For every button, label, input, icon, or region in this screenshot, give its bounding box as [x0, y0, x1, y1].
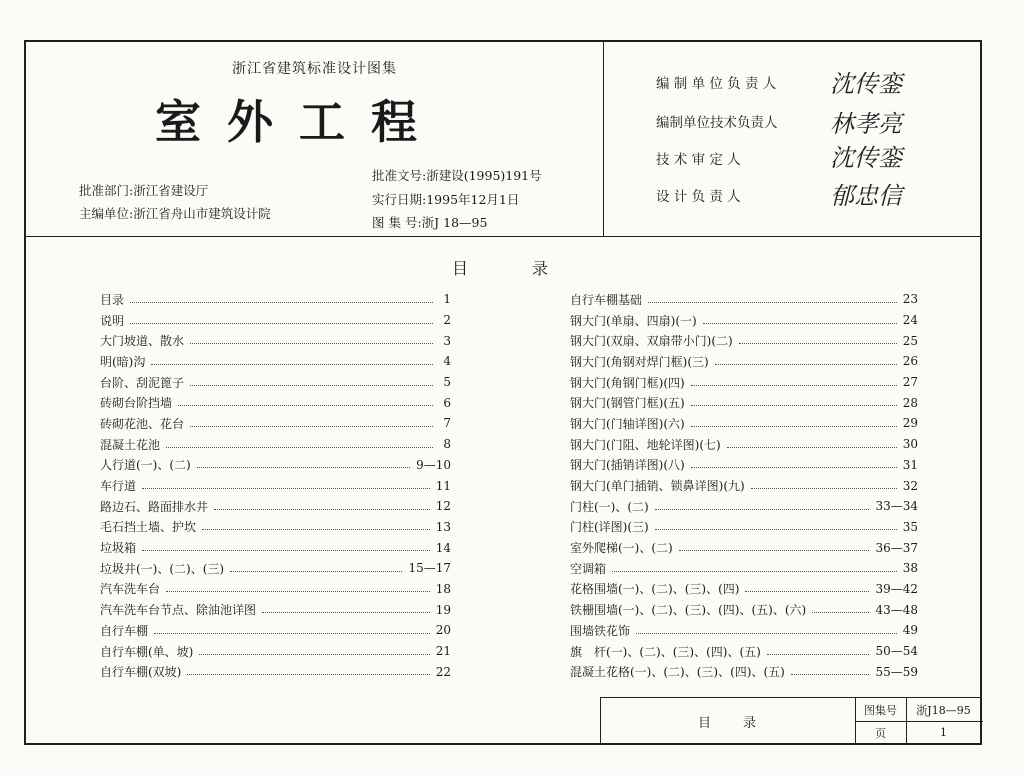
main-title: 室外工程	[155, 95, 443, 149]
toc-entry-page: 32	[902, 478, 918, 493]
toc-entry-page: 38	[902, 561, 918, 576]
toc-entry	[100, 537, 451, 558]
toc-leader-dots	[178, 405, 433, 406]
title-block-name: 目 录	[697, 715, 758, 731]
toc-entry-page: 49	[902, 623, 918, 638]
toc-entry-page: 33—34	[875, 499, 918, 514]
toc-entry-title: 钢大门(钢管门框)(五)	[570, 396, 685, 411]
header-vertical-divider	[603, 40, 604, 237]
toc-entry	[100, 661, 451, 682]
toc-leader-dots	[691, 467, 897, 468]
toc-entry	[570, 330, 918, 351]
signature-design-lead: 郁忠信	[830, 182, 902, 210]
signature-reviewer: 沈传銮	[830, 144, 902, 172]
toc-entry-title: 钢大门(角钢门框)(四)	[570, 375, 685, 390]
toc-entry-title: 自行车棚基础	[570, 292, 643, 307]
toc-entry	[100, 455, 451, 476]
toc-leader-dots	[214, 509, 430, 510]
toc-entry-title: 毛石挡土墙、护坎	[100, 520, 197, 535]
toc-entry-title: 花格围墙(一)、(二)、(三)、(四)	[570, 582, 740, 597]
toc-entry-page: 23	[902, 292, 918, 307]
toc-left-column	[100, 289, 451, 682]
toc-entry-title: 目录	[100, 292, 125, 307]
toc-entry-title: 砖砌台阶挡墙	[100, 396, 173, 411]
toc-leader-dots	[812, 612, 869, 613]
toc-leader-dots	[745, 591, 869, 592]
toc-entry-title: 砖砌花池、花台	[100, 416, 185, 431]
toc-entry-title: 人行道(一)、(二)	[100, 458, 191, 473]
effective-date: 实行日期:1995年12月1日	[372, 192, 520, 207]
toc-leader-dots	[130, 323, 433, 324]
toc-entry	[100, 434, 451, 455]
toc-entry-page: 9—10	[416, 457, 451, 472]
toc-leader-dots	[142, 550, 430, 551]
approval-document: 批准文号:浙建设(1995)191号	[372, 168, 542, 183]
toc-entry	[100, 392, 451, 413]
toc-entry	[570, 661, 918, 682]
editor-unit: 主编单位:浙江省舟山市建筑设计院	[79, 206, 271, 221]
toc-entry-page: 39—42	[875, 581, 918, 596]
toc-entry-page: 4	[443, 354, 451, 369]
toc-leader-dots	[751, 488, 897, 489]
toc-entry-page: 7	[443, 416, 451, 431]
toc-entry-title: 明(暗)沟	[100, 354, 146, 369]
role-unit-head: 编 制 单 位 负 责 人	[656, 76, 777, 92]
toc-leader-dots	[187, 674, 429, 675]
toc-leader-dots	[166, 447, 433, 448]
series-title: 浙江省建筑标准设计图集	[232, 61, 397, 77]
toc-leader-dots	[655, 529, 897, 530]
toc-entry	[570, 496, 918, 517]
toc-entry-title: 钢大门(门轴详图)(六)	[570, 416, 685, 431]
signature-tech-head: 林孝亮	[830, 110, 902, 138]
toc-entry-page: 27	[902, 375, 918, 390]
toc-entry-title: 垃圾井(一)、(二)、(三)	[100, 561, 225, 576]
toc-entry	[100, 641, 451, 662]
toc-entry-title: 车行道	[100, 479, 137, 494]
toc-leader-dots	[636, 633, 897, 634]
toc-entry	[570, 599, 918, 620]
toc-leader-dots	[739, 343, 897, 344]
toc-entry	[100, 372, 451, 393]
toc-leader-dots	[727, 447, 897, 448]
toc-right-column	[570, 289, 918, 682]
toc-entry-title: 混凝土花格(一)、(二)、(三)、(四)、(五)	[570, 665, 785, 680]
approval-department: 批准部门:浙江省建设厅	[79, 183, 209, 198]
toc-entry-title: 自行车棚	[100, 623, 149, 638]
toc-entry-page: 20	[435, 623, 451, 638]
toc-entry-page: 26	[902, 354, 918, 369]
toc-entry-title: 门柱(一)、(二)	[570, 499, 649, 514]
toc-entry	[570, 620, 918, 641]
toc-entry-title: 钢大门(双扇、双扇带小门)(二)	[570, 334, 733, 349]
toc-entry	[100, 620, 451, 641]
toc-leader-dots	[691, 426, 897, 427]
toc-entry-page: 12	[435, 499, 451, 514]
toc-entry	[100, 558, 451, 579]
toc-leader-dots	[197, 467, 410, 468]
toc-entry-title: 混凝土花池	[100, 437, 161, 452]
toc-entry	[570, 475, 918, 496]
toc-entry-page: 14	[435, 540, 451, 555]
toc-entry-title: 自行车棚(双坡)	[100, 665, 182, 680]
toc-entry-page: 19	[435, 602, 451, 617]
toc-entry-title: 铁栅围墙(一)、(二)、(三)、(四)、(五)、(六)	[570, 603, 807, 618]
toc-entry	[100, 475, 451, 496]
toc-leader-dots	[202, 529, 430, 530]
toc-entry	[570, 289, 918, 310]
toc-leader-dots	[791, 674, 870, 675]
toc-entry	[570, 351, 918, 372]
toc-entry	[570, 558, 918, 579]
toc-entry-title: 垃圾箱	[100, 541, 137, 556]
toc-entry-page: 15—17	[408, 561, 451, 576]
toc-entry-page: 22	[435, 664, 451, 679]
role-tech-head: 编制单位技术负责人	[656, 115, 778, 131]
toc-entry-page: 55—59	[875, 664, 918, 679]
toc-entry-page: 28	[902, 395, 918, 410]
toc-entry-title: 钢大门(单门插销、锁鼻详图)(九)	[570, 479, 745, 494]
toc-leader-dots	[655, 509, 870, 510]
toc-entry	[100, 496, 451, 517]
toc-entry-page: 35	[902, 519, 918, 534]
toc-entry-title: 钢大门(单扇、四扇)(一)	[570, 313, 697, 328]
toc-entry-page: 24	[902, 313, 918, 328]
toc-entry-title: 汽车洗车台节点、除油池详图	[100, 603, 257, 618]
toc-entry-page: 29	[902, 416, 918, 431]
toc-entry	[570, 517, 918, 538]
toc-entry-title: 自行车棚(单、坡)	[100, 644, 194, 659]
atlas-number: 图 集 号:浙J 18—95	[372, 215, 488, 230]
toc-entry-title: 门柱(详图)(三)	[570, 520, 649, 535]
toc-entry-title: 空调箱	[570, 561, 607, 576]
toc-leader-dots	[151, 364, 433, 365]
toc-entry-page: 5	[443, 375, 451, 390]
role-reviewer: 技 术 审 定 人	[656, 152, 741, 168]
toc-entry-page: 25	[902, 333, 918, 348]
toc-entry	[100, 517, 451, 538]
atlas-number-value: 浙J18—95	[916, 703, 971, 717]
toc-entry	[100, 330, 451, 351]
page-label: 页	[875, 726, 886, 740]
toc-entry-page: 18	[435, 581, 451, 596]
toc-entry	[570, 537, 918, 558]
toc-leader-dots	[190, 343, 433, 344]
toc-leader-dots	[190, 385, 433, 386]
toc-entry-title: 台阶、刮泥篦子	[100, 375, 185, 390]
toc-entry	[100, 289, 451, 310]
toc-entry	[570, 455, 918, 476]
toc-leader-dots	[612, 571, 897, 572]
toc-title: 目 录	[452, 259, 549, 278]
toc-entry-page: 6	[443, 395, 451, 410]
toc-entry	[100, 310, 451, 331]
title-block	[600, 697, 982, 745]
toc-leader-dots	[648, 302, 897, 303]
toc-entry-title: 说明	[100, 313, 125, 328]
toc-leader-dots	[190, 426, 433, 427]
toc-entry-page: 21	[435, 644, 451, 659]
toc-leader-dots	[691, 405, 897, 406]
signature-unit-head: 沈传銮	[830, 70, 902, 98]
toc-entry-page: 43—48	[875, 602, 918, 617]
toc-entry-page: 11	[435, 478, 451, 493]
toc-entry-title: 围墙铁花饰	[570, 623, 631, 638]
toc-entry	[570, 310, 918, 331]
toc-entry-page: 13	[435, 519, 451, 534]
toc-entry-title: 钢大门(门阻、地轮详图)(七)	[570, 437, 721, 452]
toc-leader-dots	[166, 591, 430, 592]
toc-entry-page: 8	[443, 437, 451, 452]
toc-entry-page: 3	[443, 333, 451, 348]
page-value: 1	[940, 726, 947, 739]
toc-entry-title: 钢大门(角钢对焊门框)(三)	[570, 354, 709, 369]
toc-entry-title: 汽车洗车台	[100, 582, 161, 597]
toc-entry	[570, 413, 918, 434]
toc-entry-page: 30	[902, 437, 918, 452]
toc-leader-dots	[142, 488, 430, 489]
toc-entry-title: 钢大门(插销详图)(八)	[570, 458, 685, 473]
toc-leader-dots	[691, 385, 897, 386]
toc-entry-page: 36—37	[875, 540, 918, 555]
toc-entry	[570, 372, 918, 393]
toc-entry	[570, 579, 918, 600]
toc-entry	[570, 392, 918, 413]
toc-entry-page: 2	[443, 313, 451, 328]
toc-entry	[100, 579, 451, 600]
toc-leader-dots	[230, 571, 402, 572]
toc-entry	[570, 641, 918, 662]
atlas-number-label: 图集号	[864, 703, 897, 717]
toc-leader-dots	[130, 302, 433, 303]
role-design-lead: 设 计 负 责 人	[656, 189, 741, 205]
toc-entry-title: 路边石、路面排水井	[100, 499, 209, 514]
toc-leader-dots	[767, 654, 870, 655]
toc-leader-dots	[679, 550, 870, 551]
toc-entry-page: 1	[443, 292, 451, 307]
toc-leader-dots	[703, 323, 897, 324]
header-divider	[24, 236, 982, 237]
toc-entry-title: 大门坡道、散水	[100, 334, 185, 349]
toc-entry	[100, 351, 451, 372]
toc-entry-page: 50—54	[875, 644, 918, 659]
toc-entry-page: 31	[902, 457, 918, 472]
toc-leader-dots	[262, 612, 430, 613]
toc-leader-dots	[199, 654, 429, 655]
toc-leader-dots	[715, 364, 897, 365]
toc-entry-title: 旗 杆(一)、(二)、(三)、(四)、(五)	[570, 644, 761, 659]
toc-entry	[100, 599, 451, 620]
toc-entry	[570, 434, 918, 455]
toc-entry	[100, 413, 451, 434]
toc-entry-title: 室外爬梯(一)、(二)	[570, 541, 673, 556]
toc-leader-dots	[154, 633, 430, 634]
